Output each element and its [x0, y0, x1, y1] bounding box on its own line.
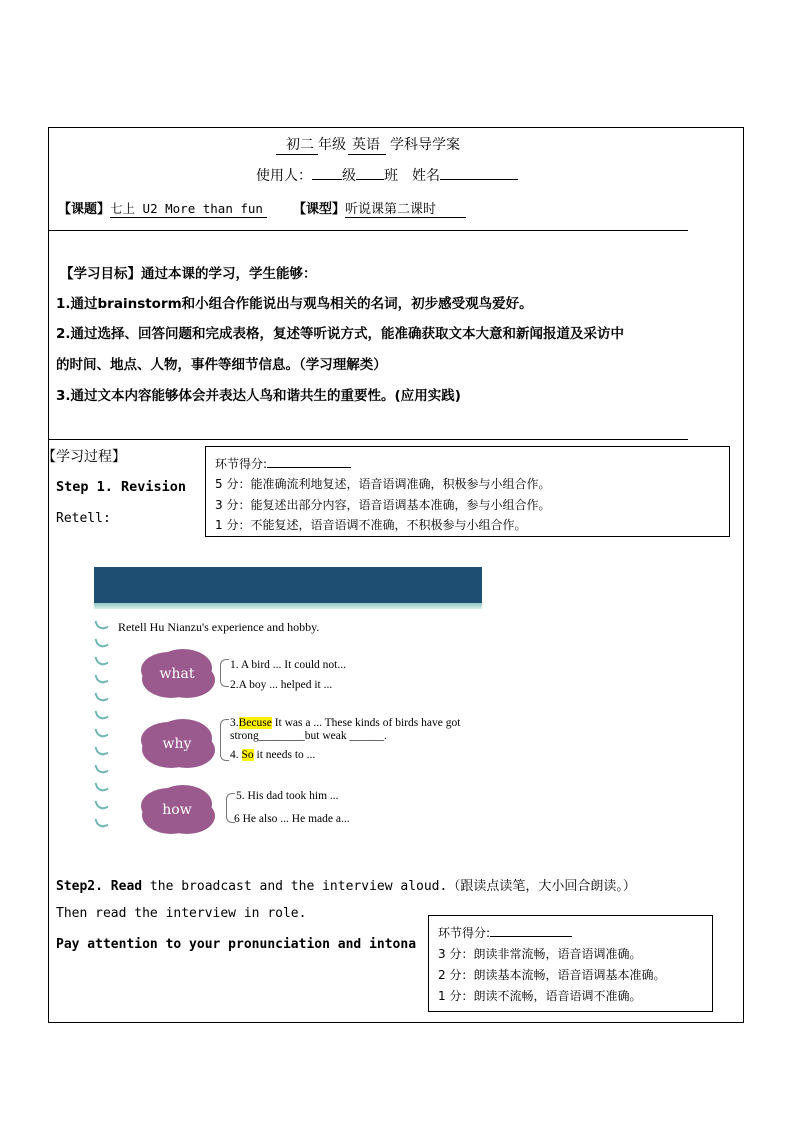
score-box-title: 环节得分:: [215, 455, 351, 472]
score-box-2: [428, 915, 713, 1012]
objective-2-line1: 2.通过选择、回答问题和完成表格，复述等听说方式，能准确获取文本大意和新闻报道及采访中: [56, 326, 625, 342]
score-box-title: 环节得分:: [438, 924, 572, 941]
score-3: 3 分：朗读非常流畅，语音语调准确。: [438, 947, 642, 961]
binding-ring-icon: [94, 653, 108, 667]
doc-type: 学科导学案: [390, 137, 460, 153]
class-label: 班: [384, 168, 398, 184]
binding-ring-icon: [94, 761, 108, 775]
lesson-type-label: 【课型】: [292, 202, 345, 217]
binding-ring-icon: [94, 689, 108, 703]
cloud-why: why: [146, 723, 208, 765]
step2-line3: Pay attention to your pronunciation and intona: [56, 937, 417, 952]
subject: 英语: [348, 134, 386, 155]
retell-slide: [94, 567, 482, 833]
grade: 初二: [276, 134, 318, 155]
topic-value: 七上 U2 More than fun: [110, 199, 267, 218]
user-line: [256, 165, 518, 185]
step2-line2: Then read the interview in role.: [56, 906, 307, 921]
objective-2-line2: 的时间、地点、人物，事件等细节信息。（学习理解类）: [56, 357, 387, 373]
doc-title: [276, 134, 460, 155]
why-item-3-line2: strong________but weak ______.: [230, 730, 387, 742]
score-3: 3 分：能复述出部分内容，语音语调基本准确，参与小组合作。: [215, 498, 551, 512]
binding-ring-icon: [94, 815, 108, 829]
binding-ring-icon: [94, 797, 108, 811]
retell-label: Retell:: [56, 511, 111, 526]
slide-heading: Retell Hu Nianzu's experience and hobby.: [118, 620, 320, 634]
divider: [48, 230, 688, 231]
score-box-1: [205, 446, 730, 537]
slide-title-bar: [94, 567, 482, 603]
binding-ring-icon: [94, 725, 108, 739]
cloud-what: what: [146, 653, 208, 695]
name-label: 姓名: [412, 168, 440, 184]
binding-ring-icon: [94, 671, 108, 685]
cloud-how: how: [146, 789, 208, 831]
binding-ring-icon: [94, 707, 108, 721]
how-item-5: 5. His dad took him ...: [236, 790, 339, 802]
binding-ring-icon: [94, 617, 108, 631]
user-label: 使用人：: [256, 168, 312, 184]
score-1: 1 分：不能复述，语音语调不准确，不积极参与小组合作。: [215, 518, 527, 532]
objective-3: 3.通过文本内容能够体会并表达人鸟和谐共生的重要性。(应用实践): [56, 388, 461, 404]
what-item-2: 2.A boy ... helped it ...: [230, 679, 333, 691]
divider: [48, 439, 688, 440]
grade-suffix: 年级: [318, 137, 346, 153]
class-level: 级: [342, 168, 356, 184]
process-heading: 【学习过程】: [42, 449, 126, 465]
step1-title: Step 1. Revision: [56, 479, 187, 495]
binding-ring-icon: [94, 779, 108, 793]
brace: [220, 719, 229, 761]
score-5: 5 分：能准确流利地复述，语音语调准确，积极参与小组合作。: [215, 477, 551, 491]
binding-ring-icon: [94, 743, 108, 757]
objective-1: 1.通过brainstorm和小组合作能说出与观鸟相关的名词，初步感受观鸟爱好。: [56, 296, 533, 312]
topic-label: 【课题】: [58, 202, 111, 217]
brace: [220, 659, 229, 687]
topic-line: [58, 198, 466, 218]
what-item-1: 1. A bird ... It could not...: [230, 659, 346, 671]
binding-ring-icon: [94, 635, 108, 649]
score-1: 1 分：朗读不流畅，语音语调不准确。: [438, 989, 642, 1003]
objectives-heading: 【学习目标】通过本课的学习，学生能够：: [60, 266, 317, 282]
lesson-type-value: 听说课第二课时: [345, 198, 466, 218]
score-2: 2 分：朗读基本流畅，语音语调基本准确。: [438, 968, 666, 982]
step2-line1: Step2. Read the broadcast and the interview aloud.（跟读点读笔，大小回合朗读。）: [56, 879, 636, 894]
slide-stripe: [94, 603, 482, 609]
how-item-6: 6 He also ... He made a...: [234, 813, 350, 825]
why-item-3: 3.Becuse It was a ... These kinds of birds have got: [230, 717, 461, 729]
why-item-4: 4. So it needs to ...: [230, 749, 316, 761]
